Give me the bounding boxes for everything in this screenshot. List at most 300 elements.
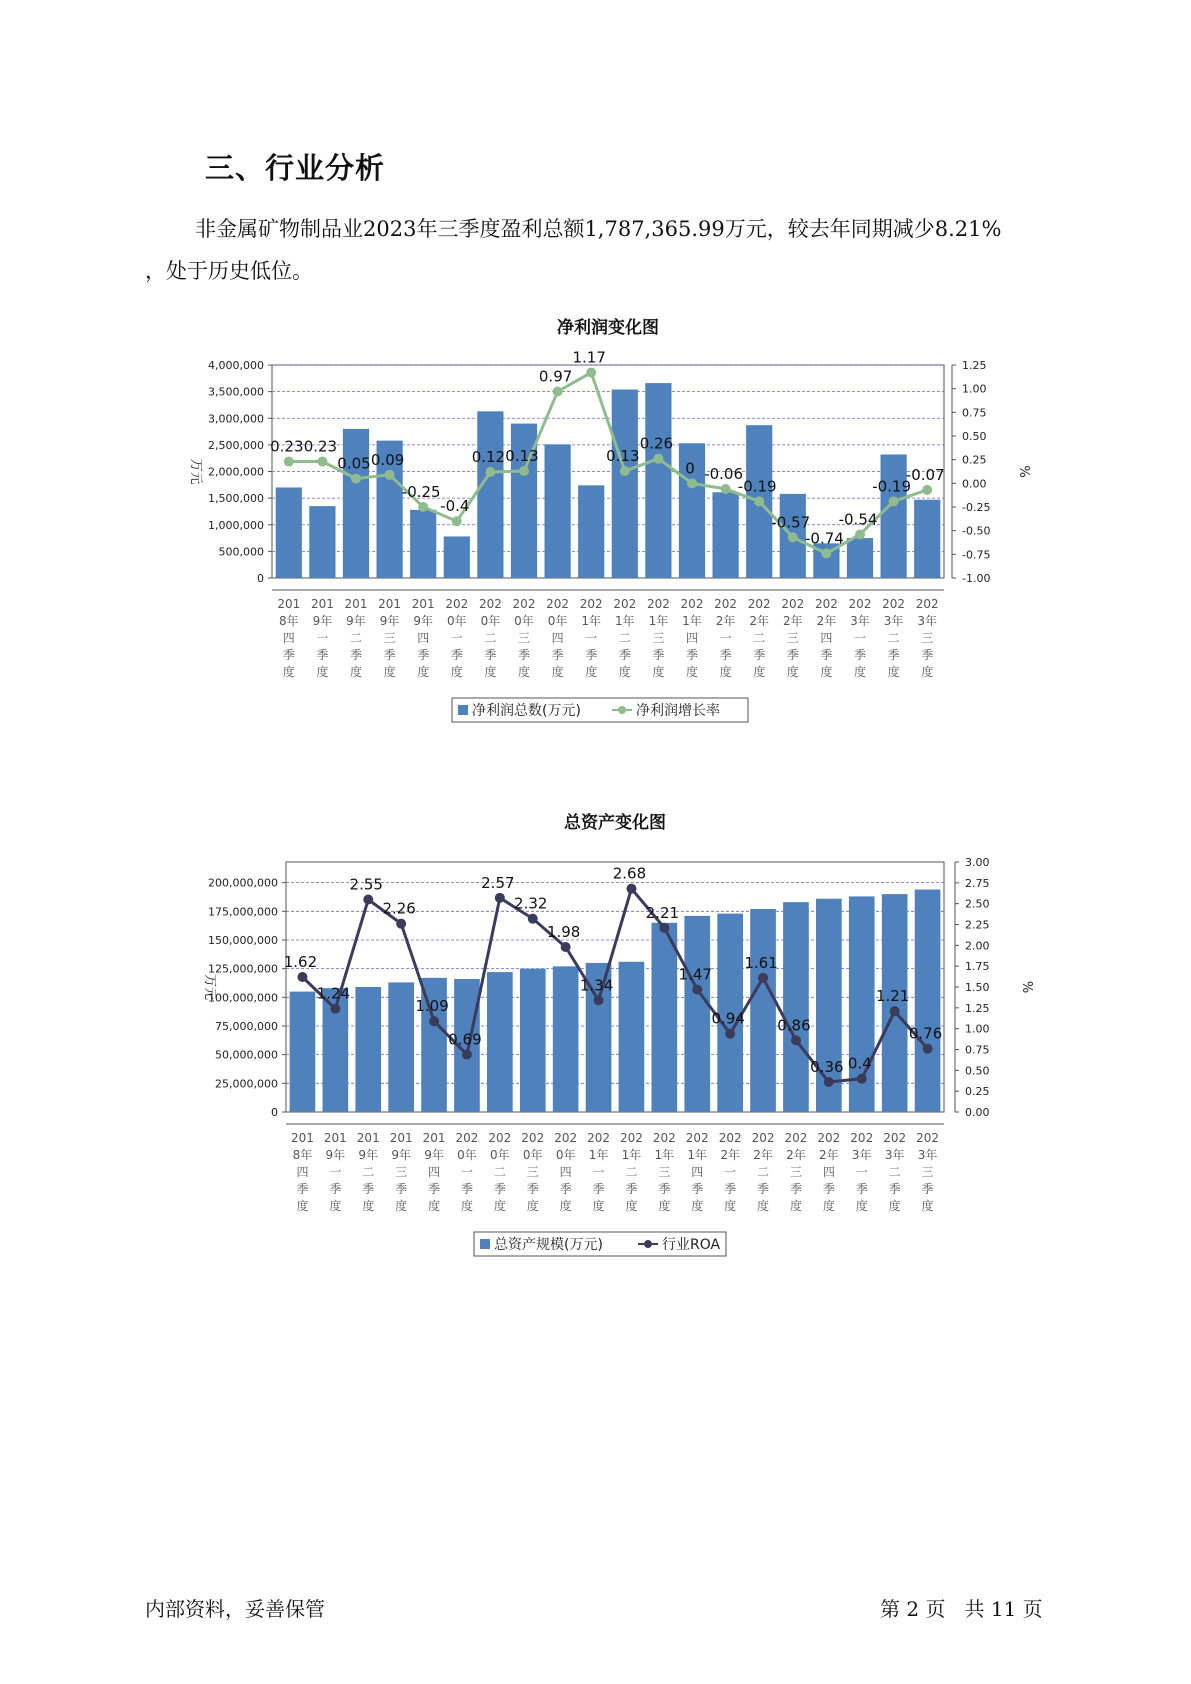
data-label: -0.74: [804, 529, 844, 548]
left-tick-label: 3,000,000: [208, 412, 264, 426]
x-tick-label: 季: [551, 648, 564, 662]
data-label: 0.4: [847, 1054, 872, 1073]
x-tick-label: 一: [719, 631, 732, 645]
x-tick-label: 三: [526, 1165, 539, 1179]
x-tick-label: 1年: [654, 1148, 675, 1162]
x-tick-label: 度: [789, 1199, 802, 1213]
x-tick-label: 202: [488, 1131, 512, 1145]
x-tick-label: 度: [450, 665, 463, 679]
x-tick-label: 0年: [490, 1148, 510, 1162]
line-point: [659, 923, 669, 933]
x-tick-label: 9年: [379, 614, 400, 628]
right-tick-label: 0.25: [962, 453, 987, 467]
x-tick-label: 三: [786, 631, 799, 645]
line-point: [528, 914, 538, 924]
x-tick-label: 四: [551, 631, 564, 645]
x-tick-label: 度: [296, 1199, 309, 1213]
line-point: [363, 895, 373, 905]
line-point: [923, 1044, 933, 1054]
x-tick-label: 季: [921, 1182, 934, 1196]
x-tick-label: 二: [887, 631, 900, 645]
data-label: -0.07: [905, 465, 945, 484]
x-tick-label: 季: [652, 648, 665, 662]
x-tick-label: 202: [685, 1131, 709, 1145]
x-tick-label: 202: [455, 1131, 479, 1145]
line-point: [385, 470, 395, 480]
x-tick-label: 四: [559, 1165, 572, 1179]
data-label: 2.57: [481, 873, 515, 892]
left-tick-label: 2,500,000: [208, 438, 264, 452]
legend-line-marker: [644, 1240, 652, 1248]
x-tick-label: 1年: [588, 1148, 609, 1162]
x-tick-label: 度: [786, 665, 799, 679]
right-tick-label: 0.50: [965, 1064, 990, 1078]
data-label: 1.47: [678, 965, 712, 984]
x-tick-label: 2年: [753, 1148, 773, 1162]
x-tick-label: 202: [619, 1131, 643, 1145]
x-tick-label: 一: [855, 1165, 868, 1179]
x-tick-label: 季: [383, 648, 396, 662]
x-tick-label: 一: [585, 631, 598, 645]
bar: [847, 538, 873, 578]
bar: [652, 923, 678, 1112]
x-tick-label: 季: [450, 648, 463, 662]
right-tick-label: -1.00: [962, 572, 991, 585]
line-point: [519, 466, 529, 476]
x-tick-label: 季: [625, 1182, 638, 1196]
x-tick-label: 8年: [278, 614, 299, 628]
left-tick-label: 200,000,000: [208, 876, 278, 890]
legend-bar-label: 总资产规模(万元): [494, 1237, 603, 1253]
x-tick-label: 度: [691, 1199, 704, 1213]
line-point: [418, 502, 428, 512]
x-tick-label: 度: [282, 665, 295, 679]
x-tick-label: 202: [814, 597, 838, 611]
x-tick-label: 度: [719, 665, 732, 679]
line-point: [429, 1016, 439, 1026]
x-tick-label: 一: [592, 1165, 605, 1179]
x-tick-label: 季: [460, 1182, 473, 1196]
x-tick-label: 202: [781, 597, 805, 611]
bar: [915, 890, 941, 1112]
line-point: [284, 457, 294, 467]
data-label: 1.17: [572, 348, 606, 367]
x-tick-label: 度: [685, 665, 699, 679]
data-label: 1.09: [415, 997, 449, 1016]
data-label: 1.34: [579, 976, 614, 995]
x-tick-label: 二: [493, 1165, 506, 1179]
data-label: 0.69: [448, 1030, 482, 1049]
x-tick-label: 202: [579, 597, 603, 611]
x-tick-label: 度: [349, 665, 363, 679]
x-tick-label: 0年: [446, 614, 467, 628]
x-tick-label: 201: [344, 597, 368, 611]
line-point: [317, 457, 327, 467]
x-tick-label: 2年: [786, 1148, 806, 1162]
x-tick-label: 二: [349, 631, 363, 645]
right-tick-label: 1.00: [962, 382, 987, 396]
left-tick-label: 75,000,000: [215, 1019, 278, 1033]
x-tick-label: 三: [652, 631, 665, 645]
x-tick-label: 201: [411, 597, 435, 611]
data-label: -0.54: [838, 510, 878, 529]
x-tick-label: 2年: [715, 614, 736, 628]
bar: [712, 492, 738, 578]
paragraph-line-1: 非金属矿物制品业2023年三季度盈利总额1,787,365.99万元，较去年同期减少8.21%: [195, 217, 1002, 241]
left-tick-label: 1,000,000: [208, 518, 264, 532]
line-point: [620, 466, 630, 476]
x-tick-label: 2年: [782, 614, 803, 628]
x-tick-label: 四: [685, 631, 699, 645]
bar: [783, 902, 809, 1112]
x-tick-label: 季: [493, 1182, 506, 1196]
data-label: 1.21: [875, 987, 910, 1006]
data-label: 0.13: [505, 447, 539, 466]
data-label: 2.32: [514, 894, 548, 913]
data-label: -0.57: [771, 513, 811, 532]
left-tick-label: 1,500,000: [208, 492, 264, 506]
x-tick-label: 一: [853, 631, 867, 645]
x-tick-label: 二: [753, 631, 766, 645]
line-point: [824, 1077, 834, 1087]
x-tick-label: 四: [417, 631, 430, 645]
x-tick-label: 度: [383, 665, 396, 679]
x-tick-label: 202: [751, 1131, 775, 1145]
bar: [553, 966, 579, 1112]
right-axis-label: %: [1019, 980, 1034, 994]
x-tick-label: 201: [323, 1131, 347, 1145]
x-tick-label: 度: [652, 665, 665, 679]
data-label: -0.06: [704, 465, 744, 484]
right-tick-label: 1.00: [965, 1022, 990, 1036]
x-tick-label: 二: [618, 631, 631, 645]
x-tick-label: 度: [921, 1199, 934, 1213]
data-label: 0.26: [639, 434, 674, 453]
x-tick-label: 季: [685, 648, 699, 662]
left-tick-label: 0: [257, 572, 264, 585]
x-tick-label: 季: [658, 1182, 671, 1196]
x-tick-label: 0年: [514, 614, 534, 628]
data-label: 2.26: [382, 899, 416, 918]
x-tick-label: 季: [517, 648, 531, 662]
x-tick-label: 季: [585, 648, 598, 662]
x-tick-label: 度: [551, 665, 564, 679]
legend-line-label: 净利润增长率: [636, 703, 720, 719]
line-point: [653, 454, 663, 464]
footer-page-number: 第 2 页 共 11 页: [880, 1597, 1043, 1621]
left-tick-label: 50,000,000: [215, 1048, 278, 1062]
right-tick-label: 0.25: [965, 1085, 990, 1099]
x-tick-label: 四: [296, 1165, 309, 1179]
x-tick-label: 1年: [581, 614, 602, 628]
x-tick-label: 2年: [749, 614, 770, 628]
right-tick-label: -0.25: [962, 501, 991, 514]
data-label: -0.25: [401, 483, 441, 501]
left-tick-label: 2,000,000: [208, 465, 264, 479]
total-assets-chart: [0, 810, 1191, 1270]
x-tick-label: 度: [484, 665, 497, 679]
right-tick-label: 2.75: [965, 876, 990, 890]
x-tick-label: 0年: [555, 1148, 576, 1162]
x-tick-label: 季: [921, 648, 934, 662]
legend-line-label: 行业ROA: [662, 1237, 721, 1253]
x-tick-label: 三: [395, 1165, 408, 1179]
x-tick-label: 季: [282, 648, 295, 662]
legend-bar-swatch: [480, 1239, 490, 1249]
left-tick-label: 100,000,000: [208, 991, 278, 1005]
x-tick-label: 季: [417, 648, 430, 662]
right-tick-label: 1.75: [965, 960, 990, 974]
line-point: [396, 919, 406, 929]
x-tick-label: 9年: [312, 614, 333, 628]
bar: [444, 536, 470, 578]
line-point: [890, 1006, 900, 1016]
right-tick-label: 1.25: [965, 1001, 990, 1015]
left-tick-label: 150,000,000: [208, 933, 278, 947]
data-label: 0.97: [538, 367, 573, 386]
x-tick-label: 四: [428, 1165, 441, 1179]
x-tick-label: 季: [719, 648, 732, 662]
right-tick-label: -0.50: [962, 524, 991, 538]
x-tick-label: 二: [362, 1165, 375, 1179]
chart-title: 总资产变化图: [564, 813, 666, 833]
x-tick-label: 季: [853, 648, 867, 662]
x-tick-label: 3年: [884, 1148, 905, 1162]
data-label: 1.62: [283, 953, 318, 971]
x-tick-label: 202: [512, 597, 536, 611]
x-tick-label: 度: [855, 1199, 868, 1213]
right-tick-label: 0.75: [965, 1043, 990, 1057]
x-tick-label: 度: [853, 665, 867, 679]
x-tick-label: 季: [888, 1182, 901, 1196]
x-tick-label: 四: [822, 1165, 835, 1179]
x-tick-label: 8年: [292, 1148, 313, 1162]
line-point: [495, 893, 505, 903]
x-tick-label: 9年: [346, 614, 366, 628]
right-tick-label: 2.50: [965, 897, 990, 911]
right-tick-label: 2.00: [965, 939, 990, 953]
line-point: [594, 995, 604, 1005]
line-point: [922, 485, 932, 495]
left-tick-label: 175,000,000: [208, 905, 278, 919]
x-tick-label: 季: [757, 1182, 770, 1196]
x-tick-label: 202: [546, 597, 570, 611]
x-tick-label: 度: [493, 1199, 506, 1213]
left-tick-label: 3,500,000: [208, 385, 264, 399]
x-tick-label: 季: [484, 648, 497, 662]
x-tick-label: 二: [484, 631, 497, 645]
data-label: 2.21: [645, 903, 680, 922]
x-tick-label: 度: [362, 1199, 375, 1213]
line-point: [754, 496, 764, 506]
x-tick-label: 201: [277, 597, 301, 611]
legend-bar-label: 净利润总数(万元): [472, 703, 581, 719]
x-tick-label: 202: [882, 597, 906, 611]
x-tick-label: 度: [822, 1199, 835, 1213]
x-tick-label: 度: [625, 1199, 638, 1213]
left-tick-label: 4,000,000: [208, 359, 264, 372]
x-tick-label: 2年: [816, 614, 837, 628]
data-label: 0.23: [270, 437, 304, 456]
x-tick-label: 1年: [621, 1148, 642, 1162]
line-point: [297, 972, 307, 982]
line-point: [758, 973, 768, 983]
x-tick-label: 二: [757, 1165, 770, 1179]
x-tick-label: 9年: [424, 1148, 444, 1162]
x-tick-label: 度: [417, 665, 430, 679]
bar: [477, 411, 503, 578]
x-tick-label: 一: [450, 631, 463, 645]
x-tick-label: 度: [820, 665, 833, 679]
data-label: 0.86: [777, 1016, 811, 1035]
x-tick-label: 度: [395, 1199, 408, 1213]
x-tick-label: 度: [517, 665, 531, 679]
paragraph-line-2: ，处于历史低位。: [145, 259, 313, 283]
x-tick-label: 1年: [687, 1148, 708, 1162]
data-label: 0.12: [471, 447, 506, 466]
bar: [487, 972, 513, 1112]
x-tick-label: 三: [921, 1165, 934, 1179]
x-tick-label: 202: [445, 597, 469, 611]
left-tick-label: 25,000,000: [215, 1077, 278, 1091]
x-tick-label: 三: [789, 1165, 802, 1179]
x-tick-label: 202: [915, 597, 939, 611]
x-tick-label: 202: [916, 1131, 940, 1145]
x-tick-label: 度: [460, 1199, 473, 1213]
line-point: [586, 368, 596, 378]
bar: [309, 506, 335, 578]
section-heading: 三、行业分析: [205, 151, 386, 185]
bar: [343, 429, 369, 578]
x-tick-label: 度: [887, 665, 900, 679]
x-tick-label: 202: [680, 597, 704, 611]
right-tick-label: 0.50: [962, 430, 987, 443]
x-tick-label: 一: [460, 1165, 473, 1179]
x-tick-label: 201: [356, 1131, 380, 1145]
line-point: [462, 1050, 472, 1060]
x-tick-label: 季: [691, 1182, 704, 1196]
x-tick-label: 季: [887, 648, 900, 662]
x-tick-label: 度: [757, 1199, 770, 1213]
x-tick-label: 9年: [358, 1148, 379, 1162]
x-tick-label: 度: [921, 665, 934, 679]
line-point: [553, 387, 563, 397]
x-tick-label: 度: [526, 1199, 539, 1213]
x-tick-label: 季: [789, 1182, 802, 1196]
left-axis-label: 万元: [202, 973, 217, 1001]
data-label: 0.09: [370, 450, 405, 469]
x-tick-label: 三: [658, 1165, 671, 1179]
chart-title: 净利润变化图: [557, 318, 659, 338]
right-tick-label: 0.75: [962, 406, 987, 420]
data-label: 1.24: [316, 984, 351, 1003]
x-tick-label: 9年: [325, 1148, 346, 1162]
left-tick-label: 0: [271, 1106, 278, 1119]
x-tick-label: 3年: [851, 1148, 872, 1162]
line-point: [889, 496, 899, 506]
x-tick-label: 202: [784, 1131, 808, 1145]
data-label: 0.13: [606, 447, 640, 466]
line-point: [330, 1004, 340, 1014]
right-tick-label: 1.50: [965, 981, 990, 994]
right-tick-label: -0.75: [962, 548, 991, 562]
bar: [612, 389, 638, 578]
x-tick-label: 二: [625, 1165, 638, 1179]
x-tick-label: 度: [428, 1199, 441, 1213]
data-label: 0.36: [810, 1058, 844, 1076]
x-tick-label: 0年: [547, 614, 568, 628]
data-label: -0.19: [872, 477, 912, 496]
x-tick-label: 202: [478, 597, 502, 611]
bar: [578, 485, 604, 578]
line-point: [725, 1029, 735, 1039]
left-tick-label: 500,000: [218, 545, 264, 559]
line-point: [855, 529, 865, 539]
x-tick-label: 季: [428, 1182, 441, 1196]
bar: [276, 487, 302, 578]
right-axis-label: %: [1016, 465, 1031, 478]
line-point: [687, 478, 697, 488]
x-tick-label: 季: [329, 1182, 342, 1196]
x-tick-label: 季: [526, 1182, 539, 1196]
x-tick-label: 201: [378, 597, 402, 611]
x-tick-label: 三: [921, 631, 934, 645]
x-tick-label: 201: [422, 1131, 446, 1145]
x-tick-label: 一: [724, 1165, 737, 1179]
x-tick-label: 度: [329, 1199, 342, 1213]
right-tick-label: 0.00: [965, 1106, 990, 1119]
footer-confidential-note: 内部资料，妥善保管: [145, 1597, 325, 1621]
right-tick-label: 3.00: [965, 856, 990, 869]
x-tick-label: 9年: [413, 614, 434, 628]
right-tick-label: 0.00: [962, 477, 987, 491]
right-tick-label: 2.25: [965, 918, 990, 932]
x-tick-label: 季: [753, 648, 766, 662]
x-tick-label: 202: [652, 1131, 676, 1145]
x-tick-label: 202: [718, 1131, 742, 1145]
x-tick-label: 季: [316, 648, 329, 662]
x-tick-label: 度: [559, 1199, 572, 1213]
legend-line-marker: [618, 706, 626, 714]
data-label: 0.23: [303, 437, 338, 456]
line-point: [791, 1035, 801, 1045]
data-label: 2.55: [349, 875, 383, 894]
data-label: 2.68: [612, 864, 647, 883]
x-tick-label: 度: [888, 1199, 901, 1213]
x-tick-label: 201: [290, 1131, 314, 1145]
x-tick-label: 202: [646, 597, 670, 611]
x-tick-label: 度: [316, 665, 329, 679]
x-tick-label: 二: [888, 1165, 901, 1179]
x-tick-label: 202: [817, 1131, 841, 1145]
x-tick-label: 季: [349, 648, 363, 662]
x-tick-label: 0年: [480, 614, 501, 628]
x-tick-label: 202: [850, 1131, 874, 1145]
line-point: [788, 532, 798, 542]
x-tick-label: 202: [883, 1131, 907, 1145]
bar: [544, 444, 570, 578]
x-tick-label: 202: [554, 1131, 578, 1145]
x-tick-label: 季: [822, 1182, 835, 1196]
x-tick-label: 四: [282, 631, 295, 645]
x-tick-label: 四: [820, 631, 833, 645]
bar: [914, 500, 940, 578]
x-tick-label: 0年: [457, 1148, 477, 1162]
bar: [290, 992, 316, 1112]
x-tick-label: 202: [613, 597, 637, 611]
x-tick-label: 季: [395, 1182, 408, 1196]
line-point: [626, 884, 636, 894]
